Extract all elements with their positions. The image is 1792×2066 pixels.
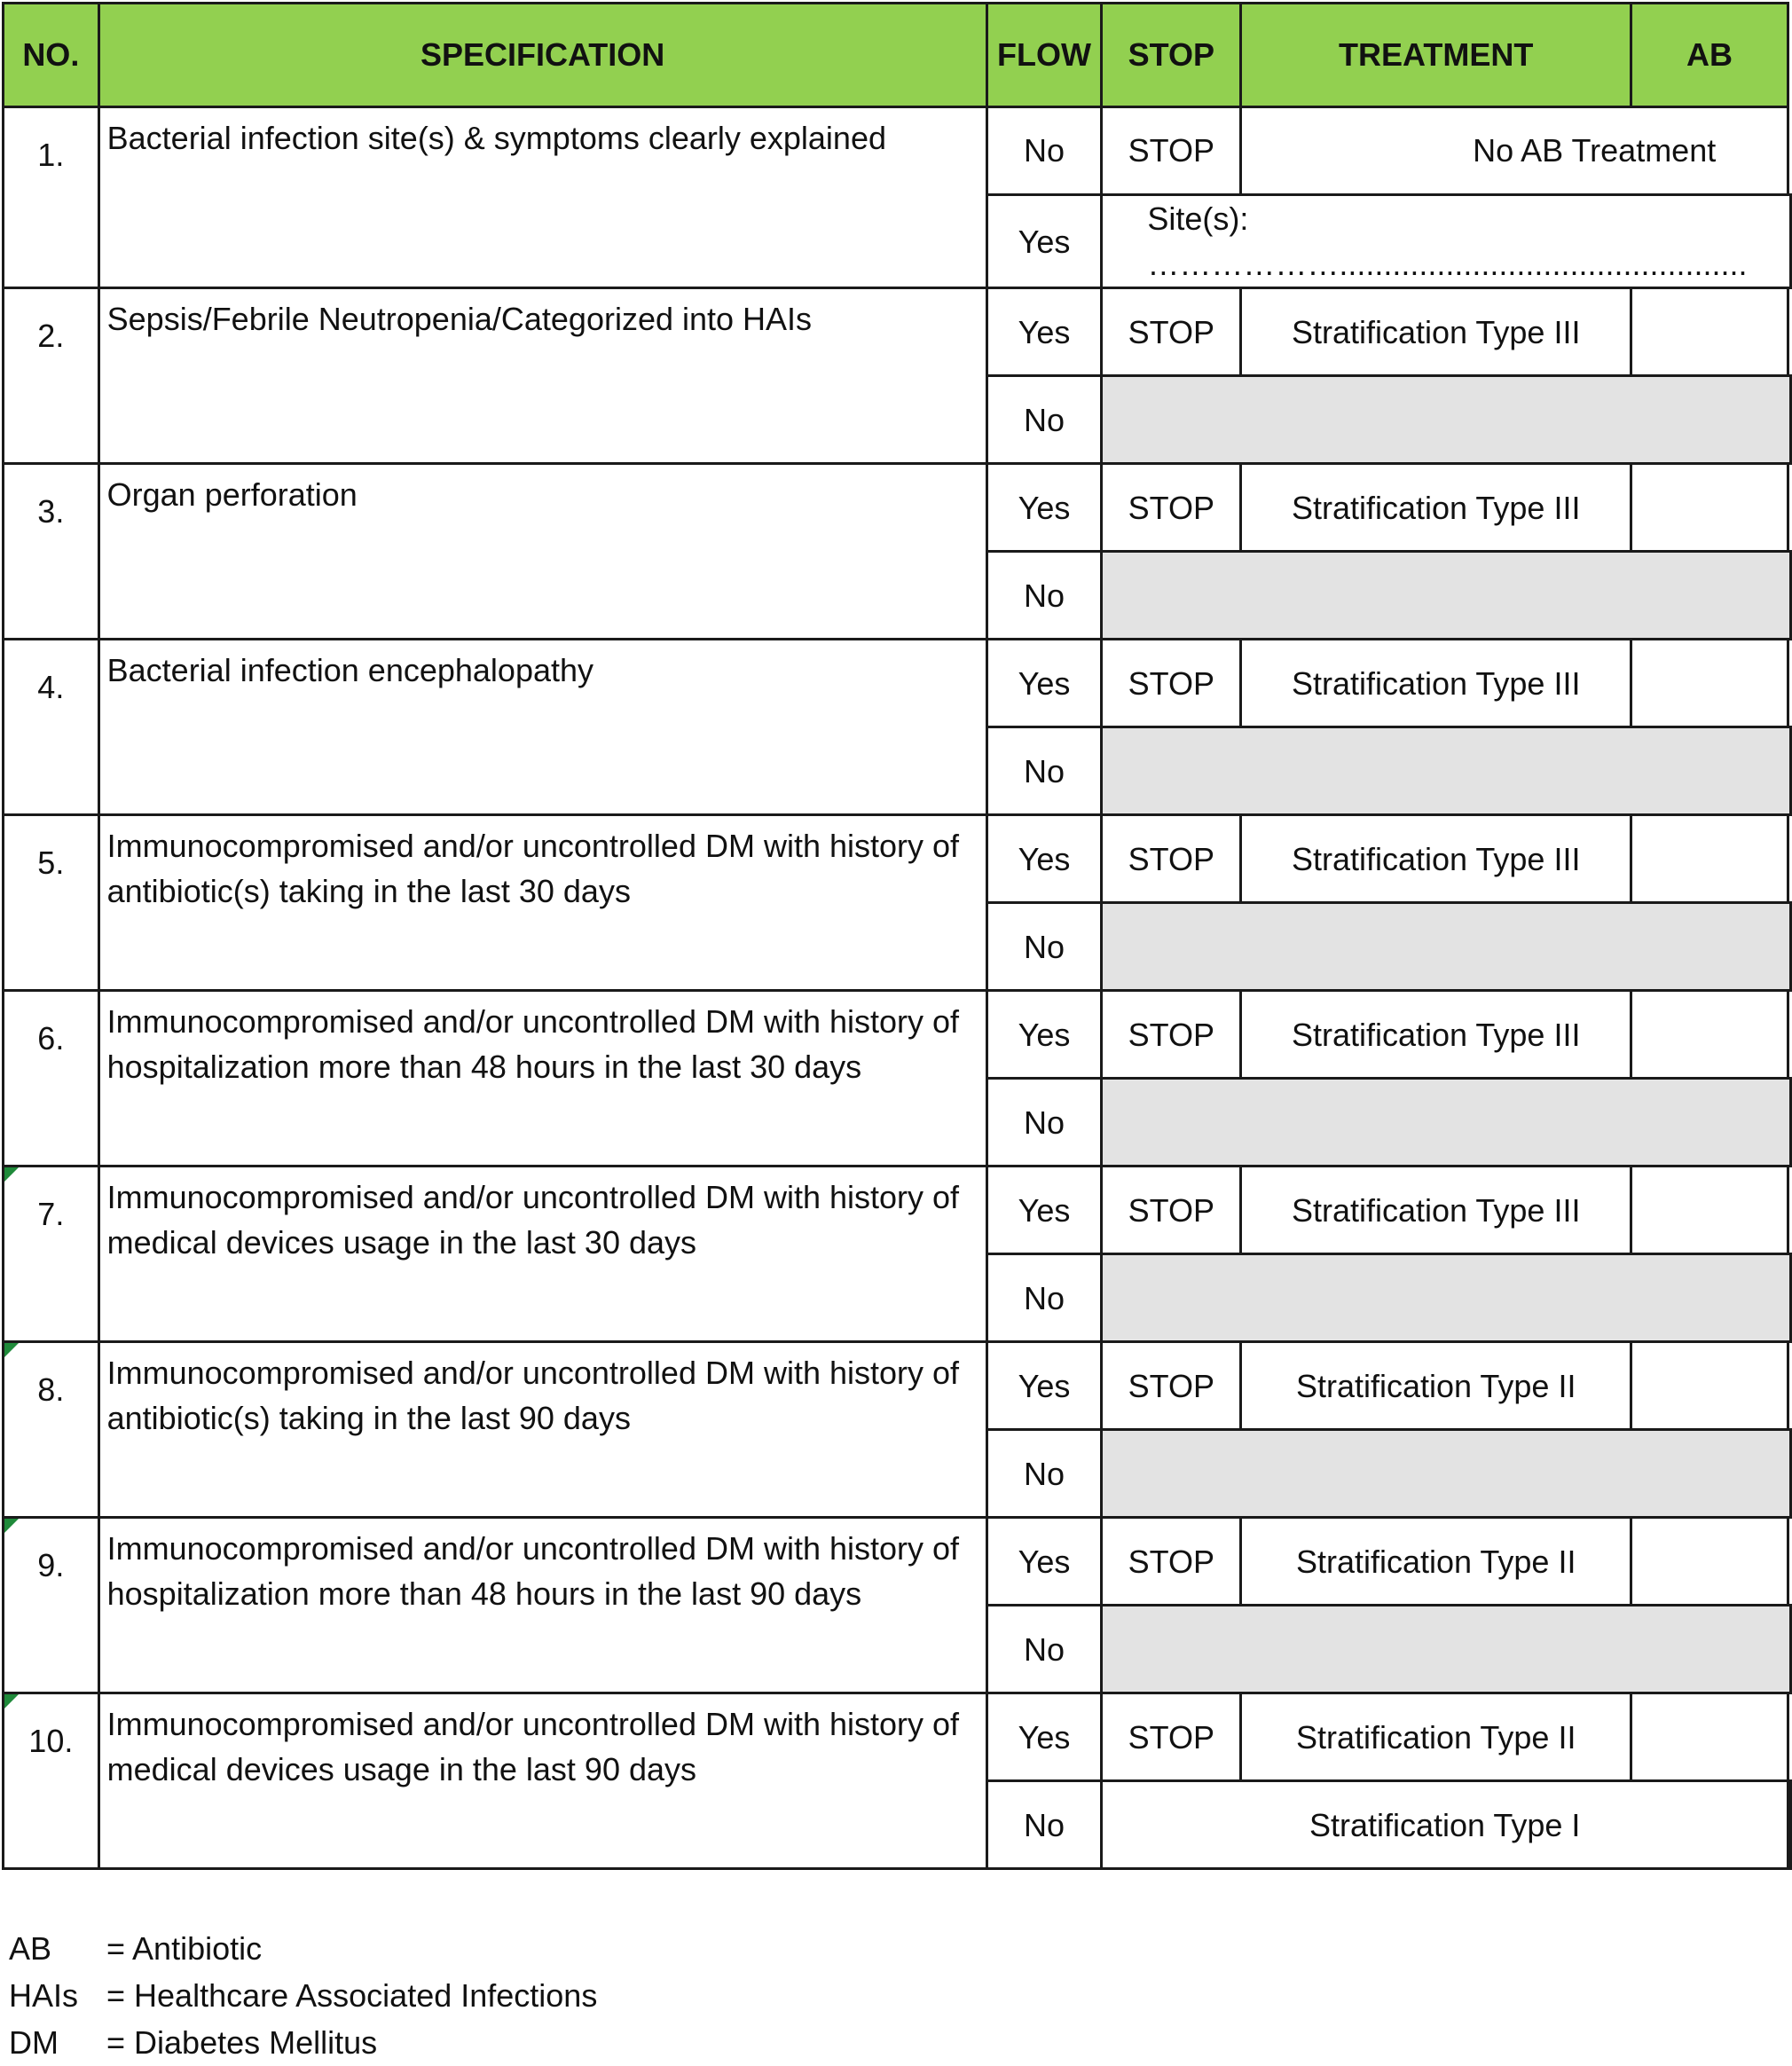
legend-item [9,1972,597,2019]
treatment-cell: Stratification Type III [1241,991,1631,1079]
legend-abbreviation: HAIs [9,1977,79,2014]
flow-cell: Yes [986,195,1102,288]
treatment-cell: Stratification Type II [1241,1342,1631,1430]
stop-cell: STOP [1102,1518,1241,1606]
stop-cell: STOP [1102,815,1241,903]
table-row [4,815,1791,903]
shaded-cell [1102,1079,1791,1167]
table-row [4,107,1791,195]
row-number-text: 10. [28,1723,74,1760]
flow-cell: Yes [986,464,1102,552]
header-stop: STOP [1102,4,1241,107]
treatment-cell: Stratification Type III [1241,815,1631,903]
shaded-cell [1102,1254,1791,1342]
row-number [4,1167,99,1342]
ab-cell[interactable] [1631,1342,1788,1430]
treatment-cell: Stratification Type III [1241,288,1631,376]
ab-cell[interactable] [1631,991,1788,1079]
stop-cell: STOP [1102,464,1241,552]
row-number [4,1342,99,1518]
flow-cell: Yes [986,1167,1102,1254]
treatment-cell: Stratification Type III [1241,1167,1631,1254]
criteria-table [2,2,1792,1870]
shaded-cell [1102,1430,1791,1518]
ab-cell[interactable] [1631,640,1788,727]
row-number-text: 9. [37,1547,65,1584]
row-number: 3. [4,464,99,640]
legend-meaning: = Antibiotic [106,1930,263,1967]
row-specification: Immunocompromised and/or uncontrolled DM with history of antibiotic(s) taking in the last 30 days [98,815,986,991]
stop-cell: STOP [1102,107,1241,195]
flow-cell: Yes [986,815,1102,903]
flow-cell: No [986,1430,1102,1518]
treatment-cell: Stratification Type I [1102,1781,1788,1869]
row-specification: Organ perforation [98,464,986,640]
treatment-cell: Stratification Type III [1241,640,1631,727]
comment-marker-icon[interactable] [4,1519,19,1533]
row-specification: Bacterial infection site(s) & symptoms clearly explained [98,107,986,288]
flow-cell: No [986,727,1102,815]
legend-meaning: = Diabetes Mellitus [106,2024,378,2061]
row-specification: Immunocompromised and/or uncontrolled DM with history of medical devices usage in the last 90 days [98,1693,986,1869]
flow-cell: No [986,376,1102,464]
stop-cell: STOP [1102,640,1241,727]
row-specification: Immunocompromised and/or uncontrolled DM with history of hospitalization more than 48 hours in the last 30 days [98,991,986,1167]
row-specification: Sepsis/Febrile Neutropenia/Categorized into HAIs [98,288,986,464]
table-row [4,1342,1791,1430]
flow-cell: Yes [986,288,1102,376]
table-row [4,1167,1791,1254]
row-number: 6. [4,991,99,1167]
abbreviation-legend [9,1925,597,2066]
flow-cell: Yes [986,1693,1102,1781]
comment-marker-icon[interactable] [4,1167,19,1182]
stop-cell: STOP [1102,1167,1241,1254]
flow-cell: No [986,1079,1102,1167]
comment-marker-icon[interactable] [4,1694,19,1709]
shaded-cell [1102,376,1791,464]
treatment-cell [1241,107,1788,195]
flow-cell: No [986,903,1102,991]
legend-item [9,1925,597,1972]
table-row [4,640,1791,727]
ab-cell[interactable] [1631,1167,1788,1254]
row-number [4,1693,99,1869]
table-row [4,464,1791,552]
treatment-cell: Stratification Type II [1241,1693,1631,1781]
flow-cell: No [986,1254,1102,1342]
ab-cell[interactable] [1631,1693,1788,1781]
flow-cell: Yes [986,1342,1102,1430]
header-flow: FLOW [986,4,1102,107]
stop-cell: STOP [1102,991,1241,1079]
row-number: 1. [4,107,99,288]
legend-item [9,2019,597,2066]
flow-cell: No [986,1781,1102,1869]
stop-cell: STOP [1102,1693,1241,1781]
flow-cell: Yes [986,640,1102,727]
treatment-text: No AB Treatment [1473,132,1717,169]
flow-cell: No [986,107,1102,195]
table-row [4,288,1791,376]
flow-cell: No [986,552,1102,640]
stop-cell: STOP [1102,1342,1241,1430]
row-number-text: 7. [37,1196,65,1233]
row-number: 2. [4,288,99,464]
header-ab: AB [1631,4,1788,107]
sites-field[interactable]: Site(s): ……………….............................................. [1102,195,1791,288]
header-row [4,4,1791,107]
treatment-cell: Stratification Type III [1241,464,1631,552]
row-specification: Immunocompromised and/or uncontrolled DM with history of hospitalization more than 48 hours in the last 90 days [98,1518,986,1693]
ab-cell[interactable] [1631,815,1788,903]
header-no: NO. [4,4,99,107]
ab-cell[interactable] [1631,464,1788,552]
legend-meaning: = Healthcare Associated Infections [106,1977,598,2014]
legend-abbreviation: AB [9,1930,52,1967]
stop-cell: STOP [1102,288,1241,376]
legend-abbreviation: DM [9,2024,59,2061]
row-specification: Immunocompromised and/or uncontrolled DM with history of antibiotic(s) taking in the last 90 days [98,1342,986,1518]
flow-cell: Yes [986,991,1102,1079]
treatment-cell: Stratification Type II [1241,1518,1631,1606]
shaded-cell [1102,552,1791,640]
row-number-text: 8. [37,1371,65,1409]
shaded-cell [1102,727,1791,815]
row-number: 5. [4,815,99,991]
header-specification: SPECIFICATION [98,4,986,107]
criteria-table-container [2,2,1792,1870]
table-row [4,1518,1791,1606]
flow-cell: No [986,1606,1102,1693]
ab-cell[interactable] [1631,288,1788,376]
comment-marker-icon[interactable] [4,1343,19,1357]
shaded-cell [1102,1606,1791,1693]
table-row [4,1693,1791,1781]
ab-cell[interactable] [1631,1518,1788,1606]
table-row [4,991,1791,1079]
shaded-cell [1102,903,1791,991]
ab-cell[interactable] [1788,1781,1791,1869]
row-number: 4. [4,640,99,815]
row-number [4,1518,99,1693]
header-treatment: TREATMENT [1241,4,1631,107]
flow-cell: Yes [986,1518,1102,1606]
row-specification: Bacterial infection encephalopathy [98,640,986,815]
row-specification: Immunocompromised and/or uncontrolled DM with history of medical devices usage in the last 30 days [98,1167,986,1342]
